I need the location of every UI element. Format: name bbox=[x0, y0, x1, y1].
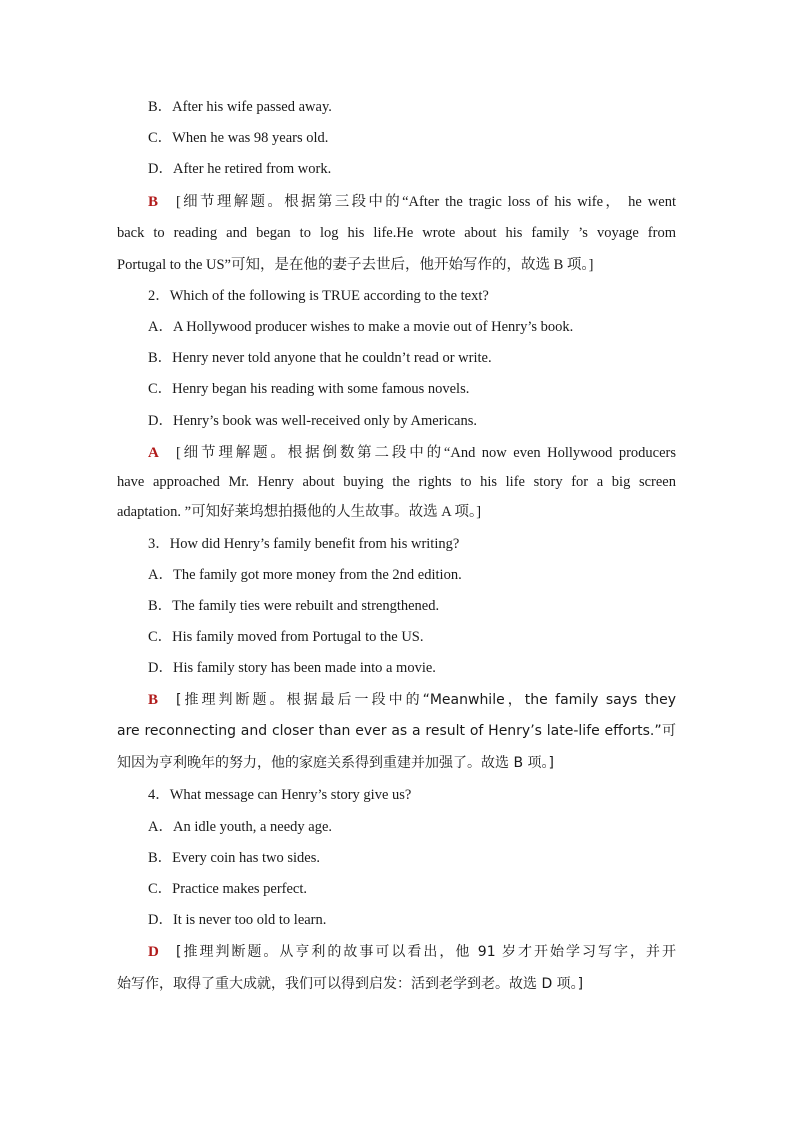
option-b: B．After his wife passed away. bbox=[148, 99, 332, 115]
option-a: A．A Hollywood producer wishes to make a movie out of Henry’s book. bbox=[148, 319, 574, 335]
answer-letter: A bbox=[148, 445, 159, 461]
answer-letter: B bbox=[148, 194, 159, 210]
explanation-line: back to reading and began to log his life.He wrote about his family ’s voyage from bbox=[117, 225, 676, 241]
explanation-line: 知因为亨利晚年的努力，他的家庭关系得到重建并加强了。故选 B 项。] bbox=[117, 755, 554, 771]
answer-letter: B bbox=[148, 692, 159, 708]
explanation-line: [细节理解题。根据第三段中的“After the tragic loss of his wife， he went bbox=[176, 194, 676, 210]
explanation-line: Portugal to the US”可知，是在他的妻子去世后，他开始写作的，故选 B 项。] bbox=[117, 257, 594, 273]
option-b: B．Every coin has two sides. bbox=[148, 850, 320, 866]
question-4: 4．What message can Henry’s story give us? bbox=[148, 787, 412, 803]
answer-letter: D bbox=[148, 944, 159, 960]
explanation-line: have approached Mr. Henry about buying the rights to his life story for a big screen bbox=[117, 474, 676, 490]
explanation-line: [细节理解题。根据倒数第二段中的“And now even Hollywood producers bbox=[176, 445, 676, 461]
option-b: B．The family ties were rebuilt and strengthened. bbox=[148, 598, 440, 614]
option-a: A．The family got more money from the 2nd edition. bbox=[148, 567, 462, 583]
explanation-line: 始写作，取得了重大成就，我们可以得到启发：活到老学到老。故选 D 项。] bbox=[117, 976, 584, 992]
explanation-line: [推理判断题。从亨利的故事可以看出，他 91 岁才开始学习写字，并开 bbox=[176, 944, 676, 960]
option-c: C．Practice makes perfect. bbox=[148, 881, 308, 897]
question-3: 3．How did Henry’s family benefit from his writing? bbox=[148, 536, 460, 552]
option-d: D．It is never too old to learn. bbox=[148, 912, 327, 928]
explanation-line: are reconnecting and closer than ever as a result of Henry’s late-life efforts.”可 bbox=[117, 723, 676, 739]
option-d: D．After he retired from work. bbox=[148, 161, 332, 177]
option-d: D．His family story has been made into a movie. bbox=[148, 660, 436, 676]
option-c: C．When he was 98 years old. bbox=[148, 130, 329, 146]
option-b: B．Henry never told anyone that he couldn’t read or write. bbox=[148, 350, 492, 366]
explanation-line: adaptation. ”可知好莱坞想拍摄他的人生故事。故选 A 项。] bbox=[117, 504, 482, 520]
explanation-line: [推理判断题。根据最后一段中的“Meanwhile，the family says they bbox=[176, 692, 676, 708]
option-c: C．Henry began his reading with some famous novels. bbox=[148, 381, 470, 397]
option-c: C．His family moved from Portugal to the US. bbox=[148, 629, 424, 645]
option-a: A．An idle youth, a needy age. bbox=[148, 819, 333, 835]
question-2: 2．Which of the following is TRUE according to the text? bbox=[148, 288, 489, 304]
option-d: D．Henry’s book was well-received only by Americans. bbox=[148, 413, 477, 429]
